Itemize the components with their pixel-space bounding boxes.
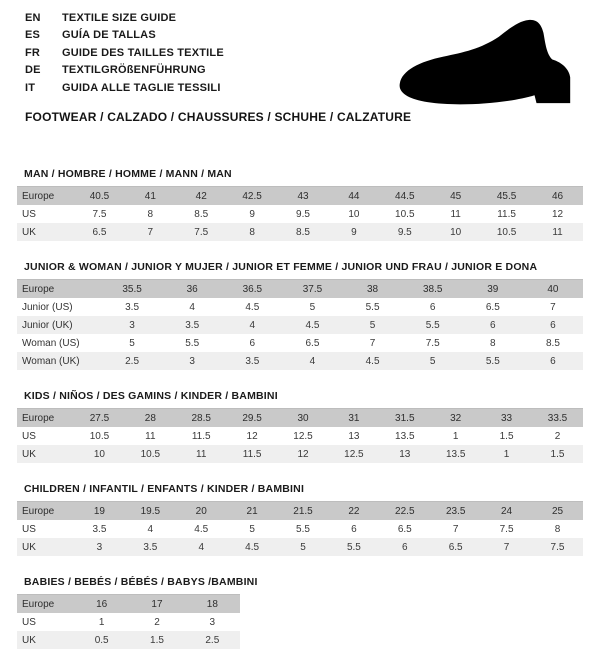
language-label: TEXTILE SIZE GUIDE [62,11,177,24]
size-cell: 42 [195,190,207,202]
size-row [17,223,583,241]
size-cell: 3.5 [92,523,107,535]
row-label: Junior (UK) [22,319,73,331]
size-cell: 11 [196,448,207,460]
size-cell: 7.5 [194,226,209,238]
size-cell: 22.5 [395,505,415,517]
size-cell: 33.5 [547,412,568,424]
size-cell: 13 [399,448,411,460]
category-heading: FOOTWEAR / CALZADO / CHAUSSURES / SCHUHE / CALZATURE [25,110,412,124]
size-cell: 7 [147,226,154,238]
size-cell: 37.5 [302,283,323,295]
language-label: TEXTILGRÖßENFÜHRUNG [62,64,206,77]
language-row-de [25,62,224,80]
size-cell: 13.5 [395,430,415,442]
size-cell: 21.5 [293,505,313,517]
row-label: Junior (US) [22,301,73,313]
language-code: EN [25,11,41,24]
size-cell: 7.5 [550,541,565,553]
size-cell: 10.5 [496,226,517,238]
size-row [17,316,583,334]
size-cell: 6 [429,301,436,313]
row-label: US [22,208,36,220]
size-cell: 5.5 [425,319,440,331]
size-cell: 30 [297,412,309,424]
size-cell: 23.5 [445,505,466,517]
size-cell: 4 [147,523,154,535]
table-title-junior-woman: JUNIOR & WOMAN / JUNIOR Y MUJER / JUNIOR ET FEMME / JUNIOR UND FRAU / JUNIOR E DONA [24,261,538,273]
size-cell: 9 [249,208,255,220]
size-cell: 7.5 [425,337,440,349]
size-row [17,427,583,445]
size-cell: 11 [450,208,461,220]
size-cell: 11.5 [242,448,262,460]
size-cell: 5.5 [296,523,310,535]
row-label: UK [22,634,36,646]
size-row [17,520,583,538]
size-cell: 13 [348,430,360,442]
size-table-man [17,186,583,241]
size-cell: 5.5 [485,355,500,367]
size-cell: 24 [501,505,513,517]
section-kids [17,390,583,463]
size-cell: 3 [129,319,135,331]
size-cell: 29.5 [242,412,262,424]
table-title-children: CHILDREN / INFANTIL / ENFANTS / KINDER / BAMBINI [24,483,305,495]
size-cell: 12.5 [344,448,364,460]
size-cell: 18 [206,598,218,610]
size-cell: 1.5 [550,448,565,460]
language-list [25,9,224,97]
row-label: Europe [22,283,55,295]
size-cell: 10.5 [89,430,110,442]
size-cell: 10 [450,226,462,238]
size-cell: 28 [144,412,156,424]
size-cell: 38.5 [422,283,443,295]
language-row-es [25,27,224,45]
section-babies [17,576,583,649]
size-cell: 8 [490,337,496,349]
size-cell: 46 [551,190,564,202]
size-cell: 12 [297,448,309,460]
size-cell: 3.5 [143,541,158,553]
size-cell: 12 [551,208,564,220]
size-cell: 22 [348,505,360,517]
size-cell: 8 [554,523,561,535]
size-cell: 4.5 [305,319,320,331]
size-cell: 1 [452,430,459,442]
size-cell: 6 [351,523,357,535]
size-cell: 4 [249,319,256,331]
size-cell: 19 [93,505,105,517]
size-cell: 39 [487,283,499,295]
size-cell: 6 [490,319,496,331]
size-cell: 6 [249,337,256,349]
table-title-man: MAN / HOMBRE / HOMME / MANN / MAN [24,168,232,180]
size-cell: 4.5 [194,523,209,535]
size-row [17,445,583,463]
size-table-babies [17,594,240,649]
size-cell: 8.5 [545,337,560,349]
size-cell: 8 [249,226,255,238]
row-label: UK [22,448,36,460]
size-cell: 5.5 [365,301,380,313]
size-cell: 4 [189,301,195,313]
size-cell: 7 [452,523,459,535]
size-cell: 10 [348,208,360,220]
size-cell: 13.5 [445,448,466,460]
size-cell: 2 [154,616,160,628]
size-cell: 44.5 [395,190,415,202]
row-label: Europe [22,505,55,517]
size-cell: 3 [96,541,103,553]
size-cell: 2 [554,430,561,442]
size-cell: 5 [429,355,436,367]
size-cell: 6 [550,319,556,331]
language-code: IT [25,81,36,94]
size-cell: 5 [369,319,376,331]
table-title-babies: BABIES / BEBÉS / BÉBÉS / BABYS /BAMBINI [24,576,258,588]
size-cell: 19.5 [140,505,161,517]
size-cell: 27.5 [89,412,110,424]
language-row-en [25,9,224,27]
size-header-row [17,409,583,428]
size-cell: 7.5 [92,208,107,220]
size-cell: 7 [503,541,510,553]
size-cell: 28.5 [191,412,211,424]
size-cell: 12 [246,430,258,442]
size-cell: 2.5 [125,355,140,367]
language-code: DE [25,64,41,77]
size-cell: 38 [367,283,379,295]
size-row [17,205,583,223]
size-cell: 5 [309,301,316,313]
size-cell: 16 [96,598,108,610]
row-label: Woman (UK) [22,355,80,367]
dress-shoe-icon [388,14,584,118]
section-junior-woman [17,261,583,370]
size-cell: 6.5 [448,541,463,553]
size-cell: 40 [547,283,559,295]
size-row [17,334,583,352]
size-cell: 36.5 [242,283,263,295]
size-cell: 8.5 [194,208,209,220]
size-cell: 3.5 [125,301,140,313]
size-cell: 32 [450,412,462,424]
size-cell: 5.5 [185,337,200,349]
size-cell: 6.5 [305,337,320,349]
size-header-row [17,187,583,206]
size-cell: 41 [144,190,156,202]
size-cell: 5 [249,523,255,535]
size-cell: 1.5 [499,430,514,442]
row-label: US [22,523,36,535]
section-children [17,483,583,556]
size-cell: 7.5 [499,523,514,535]
size-cell: 21 [246,505,258,517]
size-cell: 20 [195,505,207,517]
size-cell: 6.5 [397,523,412,535]
size-cell: 5 [300,541,306,553]
size-cell: 42.5 [242,190,262,202]
size-cell: 17 [151,598,163,610]
size-cell: 9 [351,226,357,238]
size-cell: 5.5 [346,541,361,553]
size-cell: 3.5 [245,355,260,367]
size-tables [17,168,583,669]
size-table-children [17,501,583,556]
size-header-row [17,595,240,614]
size-table-junior-woman [17,279,583,370]
size-cell: 10.5 [395,208,415,220]
row-label: Europe [22,190,55,202]
size-cell: 1 [503,448,510,460]
size-cell: 8.5 [296,226,310,238]
size-cell: 36 [186,283,198,295]
size-cell: 2.5 [205,634,220,646]
table-title-kids: KIDS / NIÑOS / DES GAMINS / KINDER / BAMBINI [24,390,278,402]
size-cell: 3 [189,355,195,367]
size-header-row [17,280,583,299]
size-cell: 4.5 [245,301,260,313]
size-row [17,352,583,370]
size-cell: 6 [402,541,408,553]
size-cell: 9.5 [397,226,412,238]
size-cell: 11.5 [497,208,516,220]
size-row [17,538,583,556]
size-cell: 31.5 [395,412,415,424]
size-cell: 0.5 [94,634,109,646]
size-cell: 1.5 [150,634,164,646]
language-row-it [25,79,224,97]
size-cell: 1 [98,616,105,628]
size-cell: 3.5 [185,319,200,331]
language-code: ES [25,29,41,42]
size-cell: 45 [450,190,462,202]
size-cell: 7 [550,301,556,313]
language-label: GUIDA ALLE TAGLIE TESSILI [62,81,221,94]
size-row [17,298,583,316]
row-label: Europe [22,598,55,610]
size-table-kids [17,408,583,463]
size-cell: 43 [297,190,309,202]
size-cell: 4.5 [245,541,260,553]
size-cell: 4 [198,541,204,553]
row-label: UK [22,541,36,553]
size-cell: 35.5 [122,283,142,295]
language-label: GUÍA DE TALLAS [62,29,156,42]
size-cell: 45.5 [496,190,517,202]
size-header-row [17,502,583,521]
size-row [17,631,240,649]
size-cell: 7 [369,337,376,349]
size-cell: 31 [348,412,360,424]
language-code: FR [25,46,41,59]
size-cell: 4 [309,355,316,367]
row-label: US [22,430,36,442]
row-label: Woman (US) [22,337,80,349]
size-row [17,613,240,631]
size-cell: 3 [209,616,216,628]
size-cell: 9.5 [296,208,310,220]
section-man [17,168,583,241]
size-cell: 11 [552,226,563,238]
language-label: GUIDE DES TAILLES TEXTILE [62,46,224,59]
row-label: UK [22,226,36,238]
row-label: Europe [22,412,55,424]
row-label: US [22,616,36,628]
language-row-fr [25,44,224,62]
size-cell: 10.5 [140,448,161,460]
size-cell: 11.5 [191,430,211,442]
size-cell: 33 [501,412,513,424]
size-cell: 4.5 [365,355,380,367]
size-cell: 44 [348,190,360,202]
size-cell: 11 [145,430,156,442]
size-cell: 10 [93,448,105,460]
size-cell: 5 [129,337,135,349]
size-cell: 25 [551,505,564,517]
size-cell: 6 [550,355,556,367]
size-cell: 6.5 [92,226,107,238]
size-cell: 6.5 [485,301,500,313]
size-cell: 40.5 [89,190,110,202]
size-cell: 8 [147,208,154,220]
size-cell: 12.5 [293,430,313,442]
